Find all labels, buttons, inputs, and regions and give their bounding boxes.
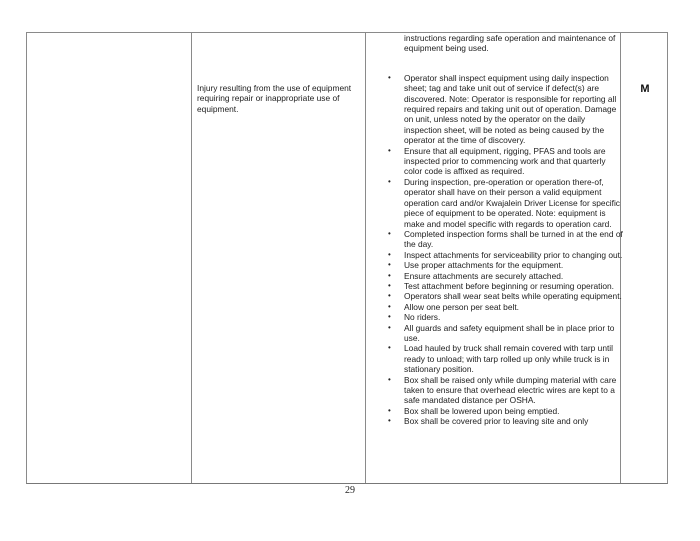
control-item-text: Ensure attachments are securely attached. <box>404 270 564 281</box>
control-item <box>379 229 624 250</box>
control-item-text: All guards and safety equipment shall be in place prior to use. <box>404 322 615 343</box>
bullet-icon: • <box>388 249 391 259</box>
bullet-icon: • <box>388 374 391 384</box>
control-item <box>379 406 624 416</box>
bullet-icon: • <box>388 322 391 332</box>
control-item-text: Load hauled by truck shall remain covered with tarp until ready to unload; with tarp rolled up only while truck is in stationary position. <box>404 343 614 375</box>
column-divider <box>191 33 192 483</box>
control-item <box>379 271 624 281</box>
bullet-icon: • <box>388 260 391 270</box>
control-item-text: Use proper attachments for the equipment. <box>404 260 564 271</box>
control-item-text: Ensure that all equipment, rigging, PFAS and tools are inspected prior to commencing work and that quarterly color code is affixed as required. <box>404 145 606 177</box>
bullet-icon: • <box>388 228 391 238</box>
bullet-icon: • <box>388 301 391 311</box>
bullet-icon: • <box>388 72 391 82</box>
control-item <box>379 177 624 229</box>
control-item <box>379 250 624 260</box>
control-item <box>379 302 624 312</box>
hazard-cell: Injury resulting from the use of equipment requiring repair or inappropriate use of equipment. <box>197 83 352 114</box>
control-item-text: Box shall be raised only while dumping material with care taken to ensure that overhead electric wires are kept to a safe mandated distance per OSHA. <box>404 374 617 406</box>
controls-lead-text: instructions regarding safe operation and maintenance of equipment being used. <box>404 33 616 54</box>
control-item <box>379 375 624 406</box>
control-item <box>379 146 624 177</box>
control-item <box>379 281 624 291</box>
control-item <box>379 73 624 146</box>
hazard-analysis-table <box>26 32 668 484</box>
control-item-text: Inspect attachments for serviceability prior to changing out. <box>404 249 623 260</box>
control-item-text: During inspection, pre-operation or operation there-of, operator shall have on their person a valid equipment operation card and/or Kwajalein Driver License for specific piece of equipment to be operated. Note: equipment is make and model specific with regards to operation card. <box>404 176 620 229</box>
control-item-text: Box shall be covered prior to leaving site and only <box>404 416 589 427</box>
bullet-icon: • <box>388 280 391 290</box>
control-item-text: No riders. <box>404 312 441 323</box>
control-item-text: Operators shall wear seat belts while operating equipment. <box>404 291 622 302</box>
bullet-icon: • <box>388 312 391 322</box>
control-item-text: Test attachment before beginning or resuming operation. <box>404 280 614 291</box>
control-item <box>379 343 624 374</box>
control-item-text: Allow one person per seat belt. <box>404 301 519 312</box>
bullet-icon: • <box>388 291 391 301</box>
control-item <box>379 260 624 270</box>
page-number: 29 <box>345 485 355 496</box>
control-item-text: Box shall be lowered upon being emptied. <box>404 405 560 416</box>
bullet-icon: • <box>388 416 391 426</box>
risk-assessment-code: M <box>640 83 650 95</box>
bullet-icon: • <box>388 343 391 353</box>
bullet-icon: • <box>388 405 391 415</box>
control-item <box>379 312 624 322</box>
control-item <box>379 323 624 344</box>
control-item-text: Completed inspection forms shall be turned in at the end of the day. <box>404 228 623 250</box>
bullet-icon: • <box>388 145 391 155</box>
control-item-text: Operator shall inspect equipment using daily inspection sheet; tag and take unit out of service if defect(s) are discovered. Note: Operator is responsible for reporting all required repairs and taking unit out of operation. Damage on unit, unless noted by the operator on the daily inspection sheet, will be noted as being caused by the operator at the time of discovery. <box>404 72 617 146</box>
bullet-icon: • <box>388 176 391 186</box>
control-item <box>379 291 624 301</box>
control-item <box>379 416 624 426</box>
controls-cell <box>379 33 624 427</box>
bullet-icon: • <box>388 270 391 280</box>
controls-list <box>379 73 624 427</box>
